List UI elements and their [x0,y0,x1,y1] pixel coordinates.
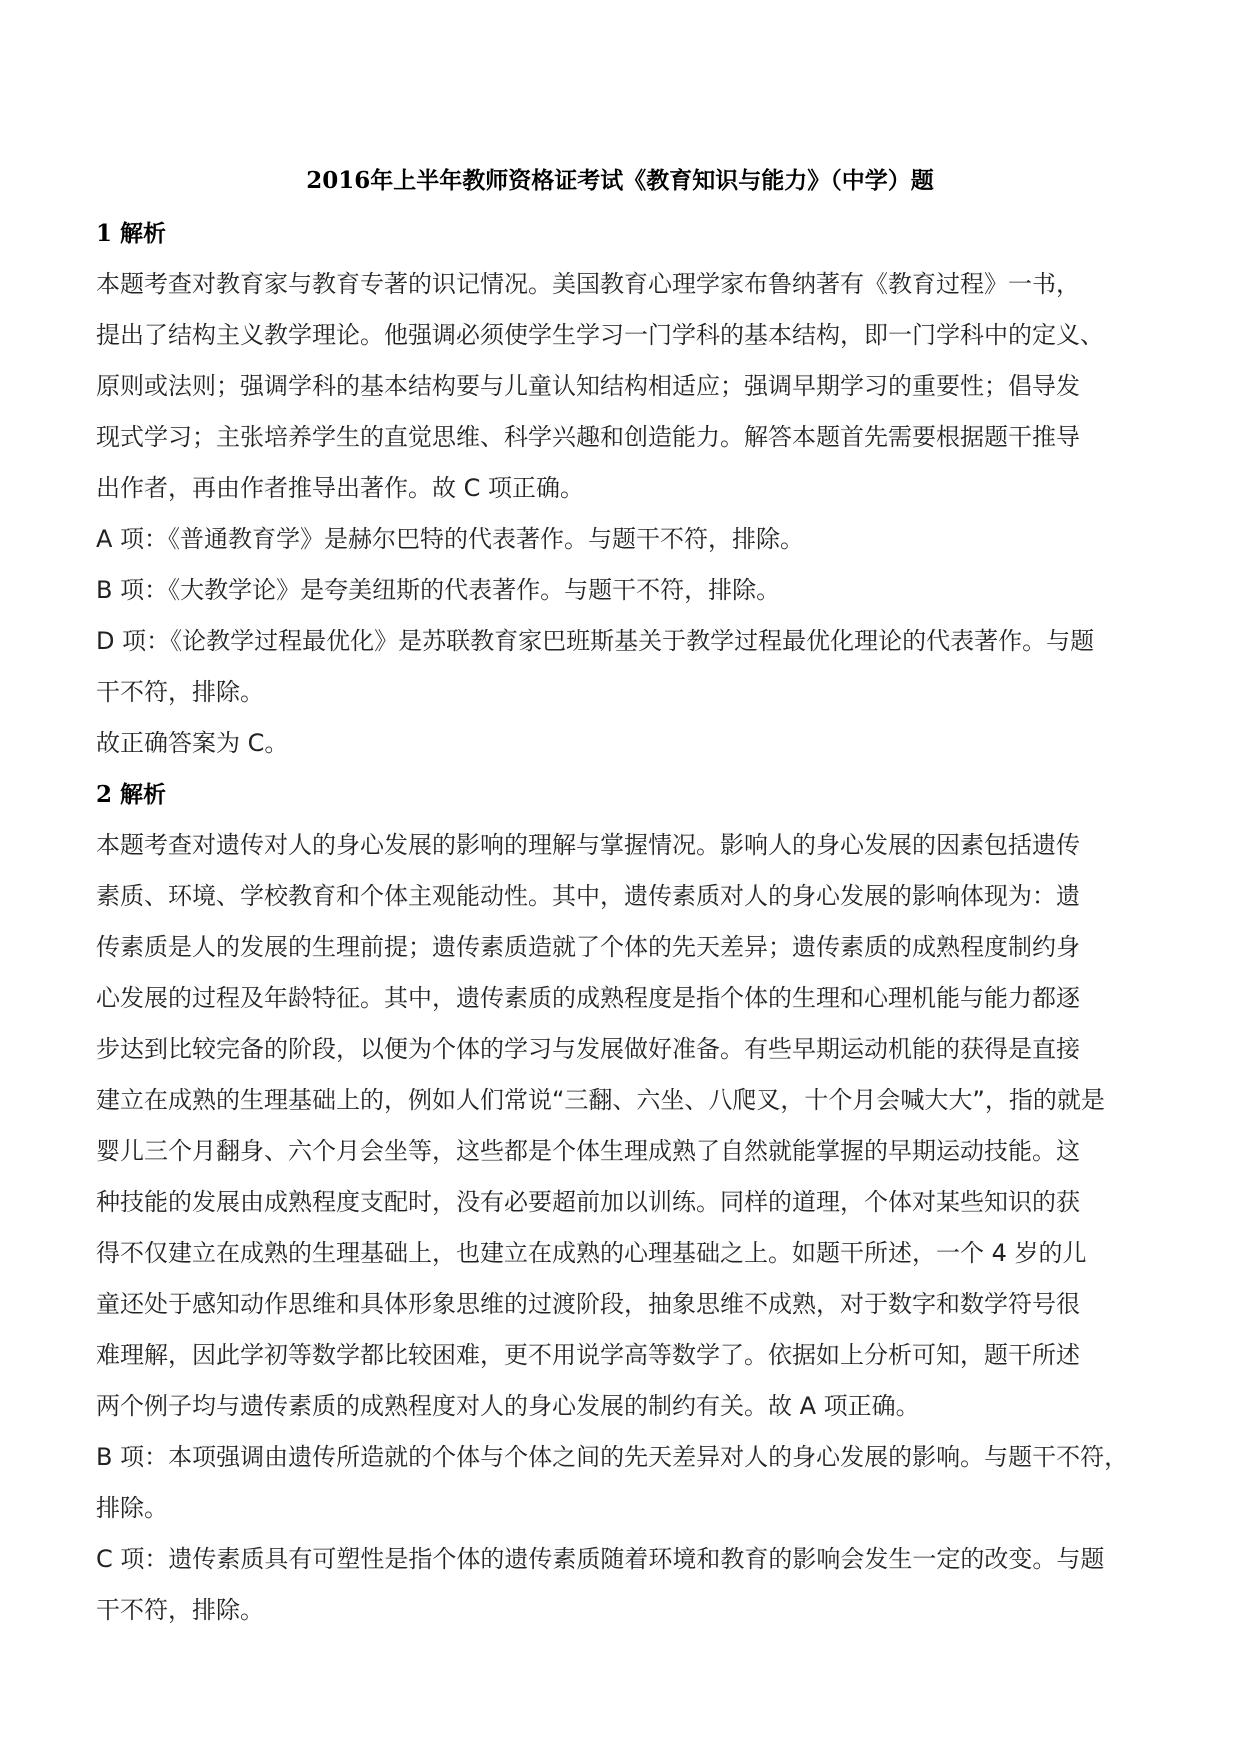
section-question-1 [96,208,1176,769]
option-d-explanation: D 项：《论教学过程最优化》是苏联教育家巴班斯基关于教学过程最优化理论的代表著作。与题 干不符，排除。 [96,627,1095,706]
section-question-2 [96,769,1176,1636]
analysis-paragraph: 本题考查对遗传对人的身心发展的影响的理解与掌握情况。影响人的身心发展的因素包括遗传 素质、环境、学校教育和个体主观能动性。其中，遗传素质对人的身心发展的影响体现为：遗 传素质是人的发展的生理前提；遗传素质造就了个体的先天差异；遗传素质的成熟程度制约身 心发展的过程及年龄特征。其中，遗传素质的成熟程度是指个体的生理和心理机能与能力都逐 步达到比较完备的阶段，以便为个体的学习与发展做好准备。有些早期运动机能的获得是直接 建立在成熟的生理基础上的，例如人们常说“三翻、六坐、八爬叉，十个月会喊大大”，指的就是 婴儿三个月翻身、六个月会坐等，这些都是个体生理成熟了自然就能掌握的早期运动技能。这 种技能的发展由成熟程度支配时，没有必要超前加以训练。同样的道理，个体对某些知识的获 得不仅建立在成熟的生理基础上，也建立在成熟的心理基础之上。如题干所述，一个 4 岁的儿 童还处于感知动作思维和具体形象思维的过渡阶段，抽象思维不成熟，对于数字和数学符号很 难理解，因此学初等数学都比较困难，更不用说学高等数学了。依据如上分析可知，题干所述 两个例子均与遗传素质的成熟程度对人的身心发展的制约有关。故 A 项正确。 [96,831,1105,1420]
option-b-explanation: B 项：本项强调由遗传所造就的个体与个体之间的先天差异对人的身心发展的影响。与题干不符， 排除。 [96,1443,1129,1522]
option-a-explanation: A 项：《普通教育学》是赫尔巴特的代表著作。与题干不符，排除。 [96,525,805,553]
answer-line: 故正确答案为 C。 [96,729,289,757]
option-b-explanation: B 项：《大教学论》是夸美纽斯的代表著作。与题干不符，排除。 [96,576,781,604]
section-heading: 1 解析 [96,220,167,247]
section-heading: 2 解析 [96,781,167,808]
document-body [96,208,1176,1636]
document-title: 2016年上半年教师资格证考试《教育知识与能力》（中学）题 [306,167,934,194]
analysis-paragraph: 本题考查对教育家与教育专著的识记情况。美国教育心理学家布鲁纳著有《教育过程》一书， 提出了结构主义教学理论。他强调必须使学生学习一门学科的基本结构，即一门学科中的定义、 原则或法则；强调学科的基本结构要与儿童认知结构相适应；强调早期学习的重要性；倡导发 现式学习；主张培养学生的直觉思维、科学兴趣和创造能力。解答本题首先需要根据题干推导 出作者，再由作者推导出著作。故 C 项正确。 [96,270,1104,502]
option-c-explanation: C 项：遗传素质具有可塑性是指个体的遗传素质随着环境和教育的影响会发生一定的改变。与题 干不符，排除。 [96,1545,1105,1624]
